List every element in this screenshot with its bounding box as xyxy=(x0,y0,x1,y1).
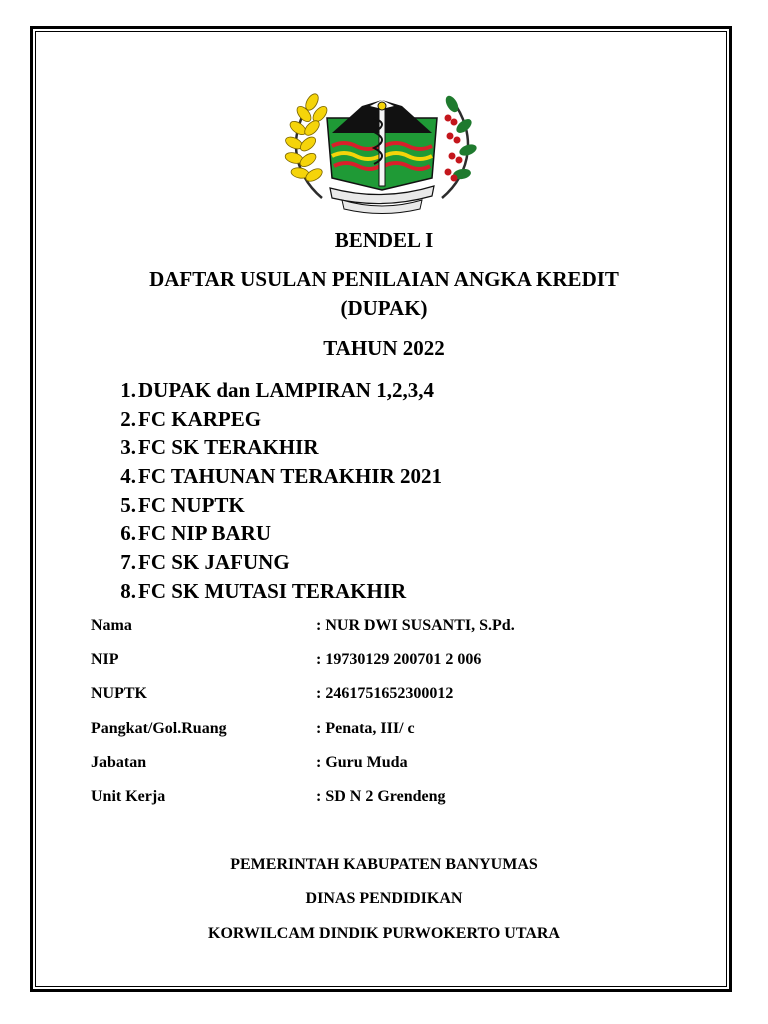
info-value: : SD N 2 Grendeng xyxy=(316,787,446,805)
list-item-number: 5. xyxy=(120,492,136,517)
info-label: Jabatan xyxy=(91,753,147,771)
list-item-text: FC NUPTK xyxy=(138,492,245,517)
info-row-nama xyxy=(91,617,651,651)
list-item-text: FC SK TERAKHIR xyxy=(138,435,319,460)
list-item-number: 8. xyxy=(120,578,136,603)
list-item-text: FC SK MUTASI TERAKHIR xyxy=(138,578,407,603)
footer-department: DINAS PENDIDIKAN xyxy=(305,890,463,907)
list-item xyxy=(110,405,442,434)
info-row-pangkat xyxy=(91,720,651,754)
info-row-nip xyxy=(91,651,651,685)
list-item xyxy=(110,376,442,405)
title-line-daftar: DAFTAR USULAN PENILAIAN ANGKA KREDIT xyxy=(149,267,619,291)
attachment-checklist xyxy=(110,376,442,606)
info-row-unit-kerja xyxy=(91,788,651,822)
list-item-number: 2. xyxy=(120,406,136,431)
list-item xyxy=(110,577,442,606)
list-item-number: 6. xyxy=(120,521,136,546)
info-value: : NUR DWI SUSANTI, S.Pd. xyxy=(316,617,515,634)
footer-office: KORWILCAM DINDIK PURWOKERTO UTARA xyxy=(208,925,560,942)
info-value: : 19730129 200701 2 006 xyxy=(316,651,482,669)
list-item-number: 4. xyxy=(120,464,136,489)
list-item xyxy=(110,519,442,548)
banyumas-crest-logo xyxy=(282,78,482,214)
list-item-number: 3. xyxy=(120,435,136,460)
list-item xyxy=(110,491,442,520)
coffee-branch-icon xyxy=(442,94,478,198)
employee-info-table xyxy=(91,617,651,822)
list-item-text: DUPAK dan LAMPIRAN 1,2,3,4 xyxy=(138,378,434,402)
list-item-text: FC KARPEG xyxy=(138,406,262,431)
info-label: Unit Kerja xyxy=(91,787,166,805)
info-value: : Guru Muda xyxy=(316,753,408,771)
title-dupak xyxy=(0,265,768,323)
list-item xyxy=(110,548,442,577)
info-label: NIP xyxy=(91,651,119,669)
list-item-text: FC SK JAFUNG xyxy=(138,550,290,575)
rice-stalk-icon xyxy=(284,92,330,198)
info-label: Pangkat/Gol.Ruang xyxy=(91,719,227,737)
info-value: : 2461751652300012 xyxy=(316,685,454,703)
footer-government: PEMERINTAH KABUPATEN BANYUMAS xyxy=(230,856,538,873)
info-row-nuptk xyxy=(91,685,651,719)
title-line-dupak-abbr: (DUPAK) xyxy=(340,296,428,320)
list-item-number: 1. xyxy=(120,378,136,402)
title-year: TAHUN 2022 xyxy=(323,336,445,360)
title-bendel: BENDEL I xyxy=(334,228,434,252)
info-label: Nama xyxy=(91,617,132,634)
list-item-text: FC TAHUNAN TERAKHIR 2021 xyxy=(138,464,442,489)
info-row-jabatan xyxy=(91,754,651,788)
list-item xyxy=(110,433,442,462)
info-label: NUPTK xyxy=(91,685,147,703)
list-item xyxy=(110,462,442,491)
list-item-text: FC NIP BARU xyxy=(138,521,272,546)
info-value: : Penata, III/ c xyxy=(316,719,415,737)
list-item-number: 7. xyxy=(120,550,136,575)
